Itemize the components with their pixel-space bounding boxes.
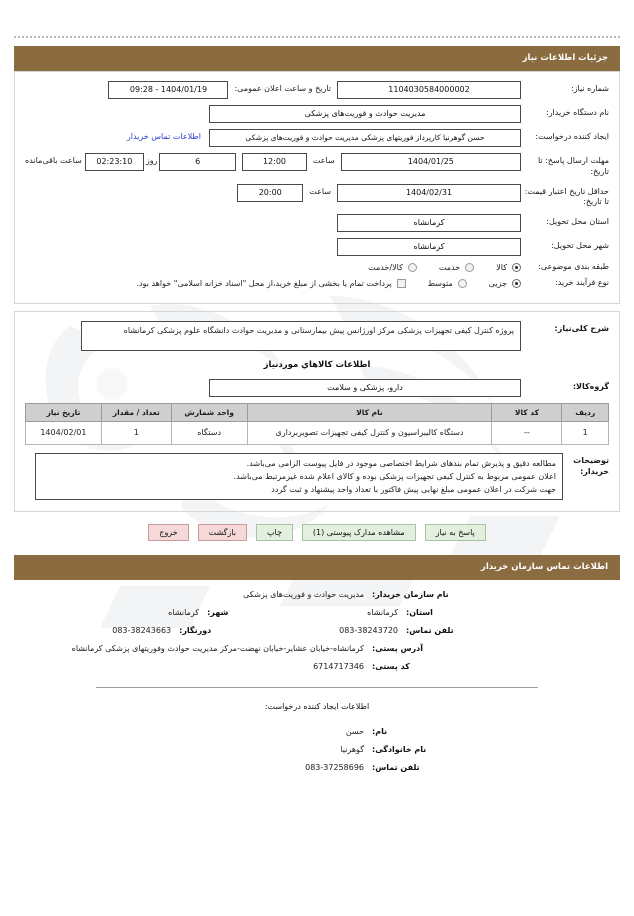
label-creator: ایجاد کننده درخواست: xyxy=(535,132,609,141)
value-contact-province: کرمانشاه xyxy=(367,608,398,618)
radio-option-minor[interactable] xyxy=(489,279,521,288)
col-name: نام کالا xyxy=(247,403,492,421)
label-contact-postal: کد پستی: xyxy=(372,662,410,672)
label-requester-lastname: نام خانوادگی: xyxy=(372,745,427,755)
pair-contact-city xyxy=(168,608,257,617)
view-attachments-button[interactable]: مشاهده مدارک پیوستی (1) xyxy=(302,524,416,541)
label-price-validity: حداقل تاریخ اعتبار قیمت: تا تاریخ: xyxy=(524,186,609,207)
radio-option-service[interactable] xyxy=(439,263,474,272)
top-divider xyxy=(14,36,620,38)
value-contact-org: مدیریت حوادث و فوریت‌های پزشکی xyxy=(243,590,364,600)
radio-medium-icon[interactable] xyxy=(458,279,467,288)
row-need-number xyxy=(25,81,609,99)
checkbox-treasury-bonds[interactable] xyxy=(136,279,405,288)
label-delivery-city: شهر محل تحویل: xyxy=(551,241,609,251)
row-buyer-org xyxy=(25,105,609,123)
field-need-number[interactable]: 1104030584000002 xyxy=(337,81,521,99)
label-need-summary: شرح کلی‌نیاز: xyxy=(554,323,609,333)
respond-to-need-button[interactable]: پاسخ به نیاز xyxy=(425,524,486,541)
cell-unit: دستگاه xyxy=(171,421,247,444)
radio-goods-service-label: کالا/خدمت xyxy=(368,263,403,273)
exit-button[interactable]: خروج xyxy=(148,524,188,541)
print-button[interactable]: چاپ xyxy=(256,524,293,541)
field-deadline-time[interactable]: 12:00 xyxy=(242,153,307,171)
field-creator[interactable]: حسن گوهرنیا کارپرداز فوریتهای پزشکی مدیریت حوادث و فوریت‌های پزشکی xyxy=(209,129,521,147)
cell-name: دستگاه کالیبراسیون و کنترل کیفی تجهیزات تصویربرداری xyxy=(247,421,492,444)
row-contact-location xyxy=(26,608,608,617)
value-contact-city: کرمانشاه xyxy=(168,608,200,618)
field-deadline-date[interactable]: 1404/01/25 xyxy=(341,153,521,171)
value-requester-phone: 083-37258696 xyxy=(305,763,364,773)
section-header-need-details: جزئیات اطلاعات نیاز xyxy=(14,46,620,71)
radio-goods-service-icon[interactable] xyxy=(408,263,417,272)
pair-contact-fax xyxy=(112,626,229,635)
action-button-row xyxy=(14,524,620,541)
label-contact-fax: دورنگار: xyxy=(179,626,212,636)
radio-medium-label: متوسط xyxy=(427,278,453,288)
need-details-panel xyxy=(14,71,620,304)
cell-code: -- xyxy=(492,421,562,444)
field-remaining-clock: 02:23:10 xyxy=(85,153,144,171)
value-contact-phone: 083-38243720 xyxy=(339,626,398,636)
radio-goods-icon[interactable] xyxy=(512,263,521,272)
note-line: اعلان عمومی مربوط به کنترل کیفی تجهیزات پزشکی بوده و کالای اعلام شده غیرمرتبط می‌باشد. xyxy=(233,471,556,481)
radio-minor-label: جزیی xyxy=(488,278,507,288)
col-code: کد کالا xyxy=(492,403,562,421)
field-buyer-notes xyxy=(35,453,563,501)
back-button[interactable]: بازگشت xyxy=(198,524,247,541)
row-contact-phone xyxy=(26,626,608,635)
goods-panel xyxy=(14,311,620,513)
goods-table-header-row xyxy=(26,403,609,421)
label-goods-group: گروه‌کالا: xyxy=(572,381,609,391)
row-price-validity xyxy=(25,184,609,209)
pair-contact-province xyxy=(367,608,456,617)
row-delivery-city xyxy=(25,238,609,256)
label-delivery-province: استان محل تحویل: xyxy=(546,217,609,227)
pair-contact-phone xyxy=(339,626,456,635)
field-announce-datetime[interactable]: 1404/01/19 - 09:28 xyxy=(108,81,228,99)
value-requester-lastname: گوهرنیا xyxy=(340,745,364,755)
label-response-deadline: مهلت ارسال پاسخ: تا تاریخ: xyxy=(537,156,609,176)
row-classification xyxy=(25,262,609,273)
cell-index: 1 xyxy=(562,421,609,444)
radio-option-goods-service[interactable] xyxy=(368,263,417,272)
field-remaining-days: 6 xyxy=(159,153,236,171)
col-need-date: تاریخ نیاز xyxy=(26,403,102,421)
row-contact-address xyxy=(26,644,608,653)
note-line: مطالعه دقیق و پذیرش تمام بندهای شرایط اختصاصی موجود در فایل پیوست الزامی می‌باشد. xyxy=(246,458,556,468)
row-contact-postal xyxy=(26,662,608,671)
cell-need-date: 1404/02/01 xyxy=(26,421,102,444)
label-contact-city: شهر: xyxy=(207,608,229,618)
field-buyer-org[interactable]: مدیریت حوادث و فوریت‌های پزشکی xyxy=(209,105,521,123)
row-goods-group xyxy=(25,379,609,397)
row-requester-phone xyxy=(26,763,608,772)
radio-minor-icon[interactable] xyxy=(512,279,521,288)
label-contact-phone: تلفن تماس: xyxy=(406,626,454,636)
row-need-summary xyxy=(25,321,609,351)
label-announce-datetime: تاریخ و ساعت اعلان عمومی: xyxy=(234,84,331,93)
requester-section-heading: اطلاعات ایجاد کننده درخواست: xyxy=(264,702,370,712)
cell-quantity: 1 xyxy=(101,421,171,444)
page-container xyxy=(0,36,634,785)
value-contact-fax: 083-38243663 xyxy=(112,626,172,636)
row-requester-firstname xyxy=(26,727,608,736)
radio-service-label: خدمت xyxy=(438,263,461,273)
value-contact-address: کرمانشاه-خیابان عشایر-خیابان نهضت-مرکز مدیریت حوادث وفوریتهای پزشکی کرمانشاه xyxy=(71,644,364,654)
col-quantity: تعداد / مقدار xyxy=(101,403,171,421)
checkbox-treasury-icon[interactable] xyxy=(397,279,406,288)
field-goods-group[interactable]: دارو، پزشکی و سلامت xyxy=(209,379,521,397)
section-header-buyer-contact: اطلاعات تماس سازمان خریدار xyxy=(14,555,620,580)
label-remaining-clock: ساعت باقی‌مانده xyxy=(25,156,82,165)
checkbox-treasury-label: پرداخت تمام یا بخشی از مبلغ خرید،از محل "اسناد خزانه اسلامی" خواهد بود. xyxy=(136,278,392,288)
goods-section-heading: اطلاعات کالاهاي موردنیاز xyxy=(263,359,371,370)
radio-service-icon[interactable] xyxy=(465,263,474,272)
radio-goods-label: کالا xyxy=(496,263,507,273)
field-validity-date[interactable]: 1404/02/31 xyxy=(337,184,521,202)
buyer-contact-panel xyxy=(14,580,620,785)
note-line: جهت شرکت در اعلان عمومی مبلغ نهایی پیش فاکتور با تعداد واحد پیشنهاد و ثبت گردد xyxy=(271,485,556,495)
field-delivery-city[interactable]: کرمانشاه xyxy=(337,238,521,256)
field-need-summary[interactable]: پروژه کنترل کیفی تجهیزات پزشکی مرکز اورژانس پیش بیمارستانی و مدیریت حوادث دانشگاه علوم پزشکی کرمانشاه xyxy=(81,321,521,351)
buyer-contact-link[interactable]: اطلاعات تماس خریدار xyxy=(126,132,201,141)
label-buyer-notes: توضیحات خریدار: xyxy=(573,455,609,476)
label-validity-time: ساعت xyxy=(309,186,331,196)
value-contact-postal: 6714717346 xyxy=(313,662,364,672)
value-requester-firstname: حسن xyxy=(345,727,364,737)
label-requester-phone: تلفن تماس: xyxy=(372,763,420,773)
table-row xyxy=(26,421,609,444)
radio-option-goods[interactable] xyxy=(496,263,521,272)
label-process-type: نوع فرآیند خرید: xyxy=(555,277,609,287)
row-process-type xyxy=(25,278,609,289)
radio-option-medium[interactable] xyxy=(428,279,467,288)
field-validity-time[interactable]: 20:00 xyxy=(237,184,303,202)
row-buyer-notes xyxy=(25,453,609,501)
contact-divider xyxy=(96,687,538,688)
field-delivery-province[interactable]: کرمانشاه xyxy=(337,214,521,232)
label-requester-firstname: نام: xyxy=(372,727,388,737)
row-contact-org xyxy=(26,590,608,599)
label-classification: طبقه بندی موضوعی: xyxy=(538,262,609,272)
label-buyer-org: نام دستگاه خریدار: xyxy=(546,108,609,117)
goods-table xyxy=(25,403,609,445)
label-contact-org: نام سازمان خریدار: xyxy=(372,590,449,600)
col-index: ردیف xyxy=(562,403,609,421)
row-creator xyxy=(25,129,609,147)
col-unit: واحد شمارش xyxy=(171,403,247,421)
label-contact-address: آدرس پستی: xyxy=(372,644,423,654)
label-contact-province: استان: xyxy=(406,608,433,618)
row-response-deadline xyxy=(25,153,609,178)
row-requester-lastname xyxy=(26,745,608,754)
label-deadline-time: ساعت xyxy=(312,156,335,165)
label-need-number: شماره نیاز: xyxy=(571,84,609,93)
label-remaining-days: روز xyxy=(145,156,158,165)
row-delivery-province xyxy=(25,214,609,232)
